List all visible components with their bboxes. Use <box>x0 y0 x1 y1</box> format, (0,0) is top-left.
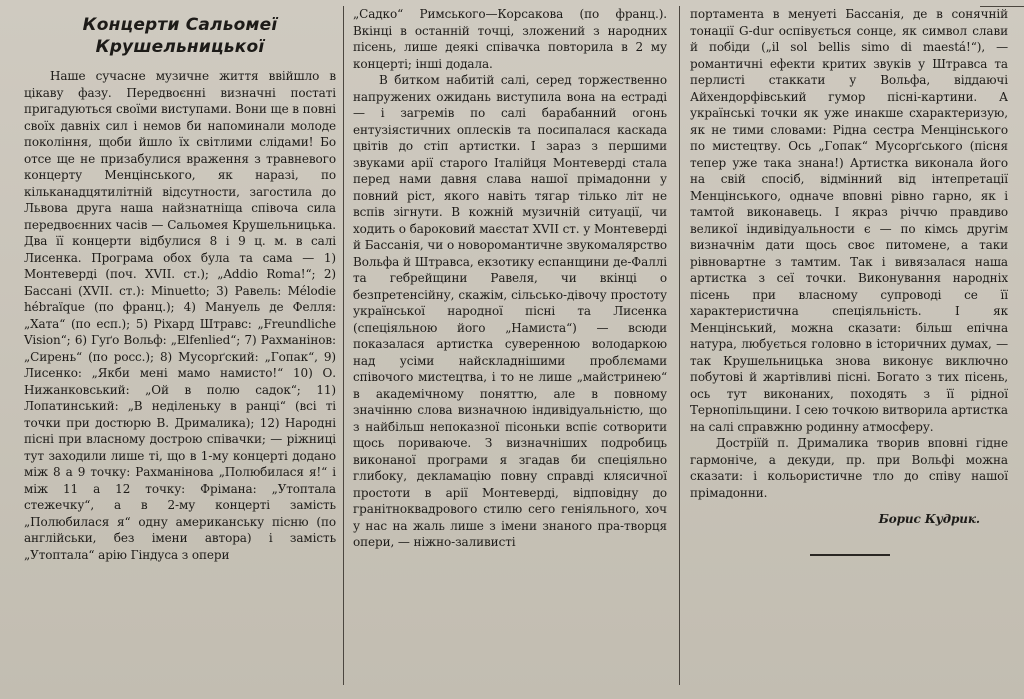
column-1 <box>24 6 336 563</box>
column-2 <box>353 6 667 551</box>
article-title: Концерти Сальомеї Крушельницької <box>82 15 278 57</box>
paragraph: Наше сучасне музичне життя ввійшло в цікаву фазу. Передвоєнні визначні постаті пригадуються своїми виступами. Вони ще в повні своїх давніх сил і немов би напоминали молоде покоління, щоби йшло їх світлими слідами! Бо отсе ще не призабулися враження з травневого концерту Менцінського, як наразі, по кільканадцятилітній відсутности, загостила до Львова друга наша найзнатніща співоча сила передвоєнних часів — Сальомея Крушельницька. Два її концерти відбулися 8 і 9 ц. м. в салі Лисенка. Програма обох була та сама — 1) Монтеверді (поч. XVII. ст.); „Addio Roma!“; 2) Бассані (XVII. ст.): Minuetto; 3) Равель: Mélodie hébraïque (по франц.); 4) Мануель де Фелля: „Хата“ (по есп.); 5) Ріхард Штравс: „Freundliche Vision“; 6) Гуґо Вольф: „Elfenlied“; 7) Рахманінов: „Сирень“ (по росс.); 8) Мусорґский: „Гопак“, 9) Лисенко: „Якби мені мамо намисто!“ 10) О. Нижанковський: „Ой в полю садок“; 11) Лопатинський: „В неділеньку в ранці“ (всі ті точки при достюрю В. Дрималика); 12) Народні пісні при власному дострою співачки; — ріжниці тут заходили лише ті, що в 1-му концерті додано між 8 а 9 точку: Рахманінова „Полюбилася я!“ і між 11 а 12 точку: Фрімана: „Утоптала стежечку“, а в 2-му концерті замість „Полюбилася я“ одну американську пісню (по англійськи, без імени автора) і замість „Утоптала“ арію Гіндуса з опери <box>24 69 336 562</box>
end-rule <box>810 554 890 556</box>
paragraph: „Садко“ Римського—Корсакова (по франц.). Вкінці в останній точці, зложений з народних пісень, лише деякі співачка повторила в 2 му концерті; інші додала. <box>353 7 667 71</box>
column-3 <box>690 6 1008 556</box>
paragraph: В битком набитій салі, серед торжественно напружених ожидань виступила вона на естраді — і загремів по салі барабанний огонь ентузіястичних оплесків та посипалася каскада цвітів до стіп артистки. І зараз з першими звуками арії старого Італійця Монтеверді стала перед нами давня слава нашої прімадонни у повний ріст, якого навіть тягар тілько літ не вспів зігнути. В кожній музичній ситуації, чи ходить о бароковий маєстат XVII ст. у Монтеверді й Бассанія, чи о новоромантичне звукомалярство Вольфа й Штравса, екзотику еспанщини де-Фаллі та гебрейщини Равеля, чи вкінці о безпретенсійну, скажім, сільсько-дівочу простоту української народної пісні та Лисенка (спеціяльною його „Намиста“) — всюди показалася артистка суверенною володаркою над усіми найскладнішими проблємами співочого мистецтва, і то не лише „майстринею“ в академічному поняттю, але в повному значінню слова визначною індивідуальністю, що з найбільш непоказної пісоньки вспіє сотворити щось пориваюче. З визначніших подробиць виконаної програми я згадав би спеціяльно глибоку, декламацію повну справді клясичної простоти в арії Монтеверді, відповідну до гранітноквадрового стилю сего геніяльного, хоч у нас на жаль лише з імени знаного пра-творця опери, — ніжно-заливисті <box>353 73 667 549</box>
column-divider <box>679 6 680 685</box>
author-signature: Борис Кудрик. <box>878 512 980 526</box>
paragraph: Достріїй п. Дрималика творив вповні гідне гармоніче, а декуди, пр. при Вольфі можна сказати: і кольористичне тло до співу нашої прімадонни. <box>690 436 1008 500</box>
paragraph: портамента в менуеті Бассанія, де в сонячній тонації G-dur оспівується сонце, як символ слави й побіди („il sol bellis simo di maestá!“), — романтичні ефекти критих звуків у Штравса та перлисті стаккати у Вольфа, віддаючі Айхендорфівський гумор пісні-картини. А українські точки як уже инакше схарактеризую, як не тими словами: Рідна сестра Менцінського по мистецтву. Ось „Гопак“ Мусорґського (пісня тепер уже така знана!) Артистка виконала його на свій спосіб, відмінний від інтепретації Менцінського, одначе вповні рівно гарно, як і тамтой виконавець. І якраз річчю правдиво великої індивідуальности є — по кімсь другім визначнім дати щось своє питомене, а таки рівновартне з тамтим. Так і вивязалася наша артистка з сеї точки. Виконування народніх пісень при власному супроводі се її характеристична спеціяльність. І як Менцінський, можна сказати: більш епічна натура, любується головно в історичних думах, — так Крушельницька знова виконує виключно побутові й жартівливі пісні. Богато з тих пісень, ось тут виконаних, походять з її рідної Тернопільщини. І сею точкою витворила артистка на салі справжню родинну атмосферу. <box>690 7 1008 434</box>
column-divider <box>343 6 344 685</box>
